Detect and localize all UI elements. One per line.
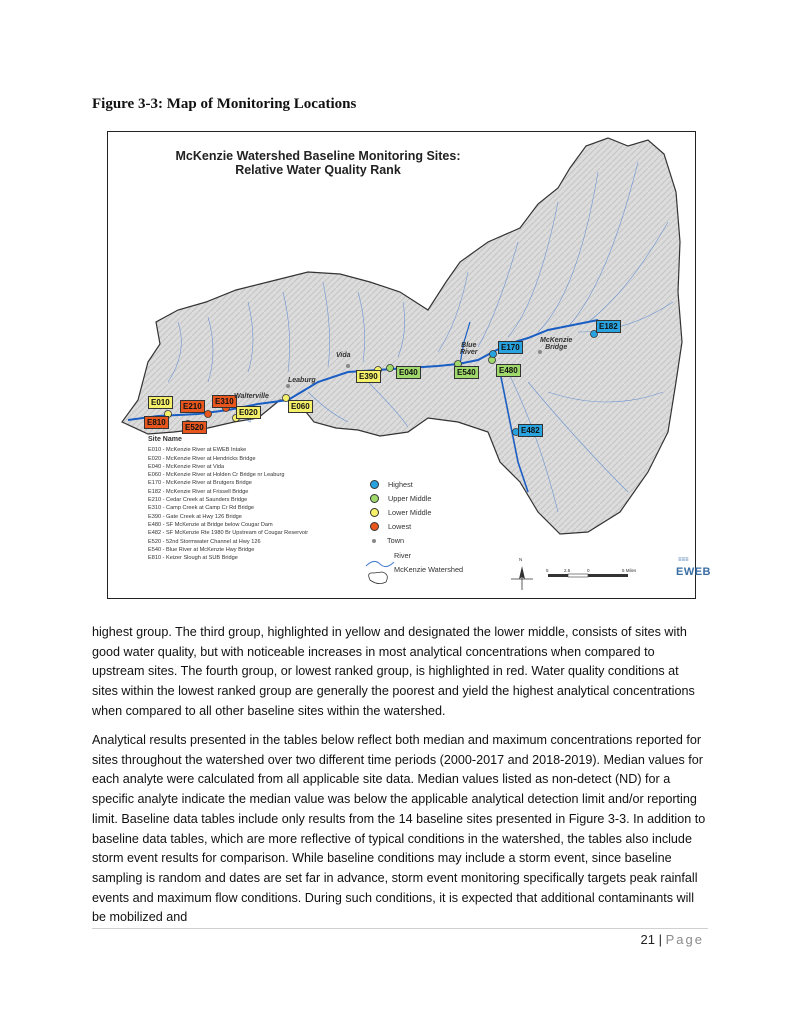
rank-legend-lowest: Lowest <box>370 520 463 534</box>
paragraph-1: highest group. The third group, highlighted in yellow and designated the lower middle, consists of sites with good water quality, but with noticeable increases in most analytical concentrations when compared to upstream sites. The fourth group, or lowest ranked group, is highlighted in red. Water quality conditions at sites within the lowest ranked group are generally the poorest and yield the highest analytical concentrations when compared to all other baseline sites within the watershed. <box>92 625 695 718</box>
site-marker-e170 <box>490 351 497 358</box>
site-label-e182: E182 <box>596 320 621 333</box>
site-name-legend <box>148 436 308 562</box>
site-legend-item: E010 - McKenzie River at EWEB Intake <box>148 447 247 454</box>
rank-legend <box>370 477 463 576</box>
site-legend-item: E520 - 52nd Stormwater Channel at Hwy 126 <box>148 538 261 545</box>
scale-bar <box>548 574 628 577</box>
site-label-e010: E010 <box>148 396 173 409</box>
town-marker-leaburg <box>286 384 290 388</box>
site-legend-item: E170 - McKenzie River at Brutgers Bridge <box>148 480 252 487</box>
site-label-e210: E210 <box>180 400 205 413</box>
site-marker-e210 <box>205 411 212 418</box>
town-marker-vida <box>346 364 350 368</box>
site-label-e480: E480 <box>496 364 521 377</box>
eweb-logo: EWEB <box>676 566 711 578</box>
town-blue-river: Blue River <box>460 342 478 356</box>
town-mckenzie-bridge: McKenzie Bridge <box>540 337 573 351</box>
map-title: McKenzie Watershed Baseline Monitoring Sites: Relative Water Quality Rank <box>175 149 461 177</box>
town-leaburg: Leaburg <box>288 377 316 384</box>
site-legend-item: E210 - Cedar Creek at Saunders Bridge <box>148 497 248 504</box>
town-vida: Vida <box>336 352 351 359</box>
page-footer <box>641 932 704 947</box>
site-legend-item: E482 - SF McKenzie Rte 1980 Br Upstream of Cougar Reservoir <box>148 530 309 537</box>
site-label-e060: E060 <box>288 400 313 413</box>
rank-legend-lower-middle: Lower Middle <box>370 505 463 519</box>
site-legend-item: E390 - Gate Creek at Hwy 126 Bridge <box>148 513 242 520</box>
legend-watershed: McKenzie Watershed <box>394 564 464 574</box>
page-word: Page <box>665 932 704 947</box>
site-legend-item: E020 - McKenzie River at Hendricks Bridge <box>148 455 256 462</box>
legend-river: River <box>394 550 412 560</box>
site-legend-item: E060 - McKenzie River at Holden Cr Bridge nr Leaburg <box>148 472 285 479</box>
site-label-e020: E020 <box>236 406 261 419</box>
site-label-e482: E482 <box>518 424 543 437</box>
site-legend-item: E810 - Keizer Slough at SUB Bridge <box>148 555 238 562</box>
town-walterville: Walterville <box>234 393 269 400</box>
site-marker-e040 <box>387 365 394 372</box>
site-legend-item: E480 - SF McKenzie at Bridge below Cougar Dam <box>148 521 273 528</box>
rank-legend-upper-middle: Upper Middle <box>370 491 463 505</box>
site-label-e310: E310 <box>212 395 237 408</box>
rank-legend-highest: Highest <box>370 477 463 491</box>
site-legend-item: E182 - McKenzie River at Frissell Bridge <box>148 488 249 495</box>
site-label-e040: E040 <box>396 366 421 379</box>
paragraph-2: Analytical results presented in the tables below reflect both median and maximum concentrations reported for sites throughout the watershed over two different time periods (2000-2017 and 2018-2019). Median values for each analyte were calculated from all applicable site data. Median values listed as non-detect (ND) for a specific analyte indicate the median value was below the applicable analytical detection limit and/or reporting limit. Baseline data tables include only results from the 14 baseline sites presented in Figure 3-3. In addition to baseline data tables, which are more reflective of typical conditions in the watershed, the tables also include storm event results for comparison. While baseline conditions may include a storm event, since baseline sampling is random and dates are set far in advance, storm event monitoring specifically targets peak rainfall events and maximum flow conditions. During such conditions, it is expected that additional contaminants will be mobilized and <box>92 733 706 925</box>
eweb-logo-mark: ≡≡≡ <box>678 557 689 563</box>
site-label-e170: E170 <box>498 341 523 354</box>
north-arrow-icon <box>511 566 533 590</box>
watershed-map <box>107 131 711 599</box>
site-label-e810: E810 <box>144 416 169 429</box>
site-legend-item: E540 - Blue River at McKenzie Hwy Bridge <box>148 546 255 553</box>
page-separator: | <box>658 932 662 947</box>
site-legend-header: Site Name <box>148 436 182 443</box>
scale-tick: 5 Miles <box>622 568 637 573</box>
footer-divider <box>92 928 708 929</box>
figure-caption: Figure 3-3: Map of Monitoring Locations <box>92 96 357 112</box>
site-label-e390: E390 <box>356 370 381 383</box>
north-label: N <box>519 557 523 562</box>
site-legend-item: E310 - Camp Creek at Camp Cr Rd Bridge <box>148 505 255 512</box>
scale-tick: 5 <box>546 568 549 573</box>
site-label-e520: E520 <box>182 421 207 434</box>
site-legend-item: E040 - McKenzie River at Vida <box>148 463 225 470</box>
page-number: 21 <box>640 932 655 947</box>
scale-tick: 2.5 <box>564 568 571 573</box>
legend-town: Town <box>370 534 463 548</box>
scale-tick: 0 <box>587 568 590 573</box>
site-label-e540: E540 <box>454 366 479 379</box>
